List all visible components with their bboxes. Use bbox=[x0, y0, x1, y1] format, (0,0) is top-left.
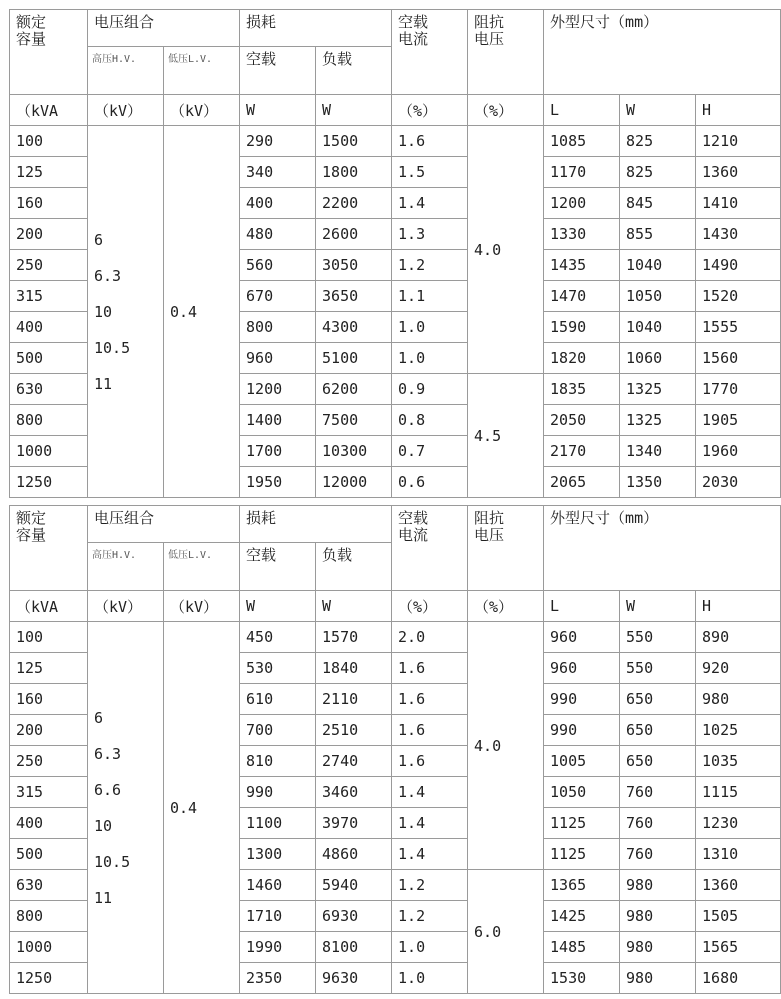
dim-w-cell: 1060 bbox=[620, 343, 696, 374]
dim-l-cell: 1200 bbox=[544, 188, 620, 219]
dim-l-cell: 1470 bbox=[544, 281, 620, 312]
dim-l-cell: 1425 bbox=[544, 901, 620, 932]
load-loss-cell: 1840 bbox=[316, 653, 392, 684]
dim-h-cell: 1230 bbox=[696, 808, 781, 839]
no-load-current-cell: 0.6 bbox=[392, 467, 468, 498]
dim-l-cell: 1365 bbox=[544, 870, 620, 901]
unit-cell-9: H bbox=[696, 591, 781, 622]
dim-w-cell: 1340 bbox=[620, 436, 696, 467]
no-load-current-cell: 1.3 bbox=[392, 219, 468, 250]
no-load-loss-cell: 670 bbox=[240, 281, 316, 312]
dim-w-cell: 825 bbox=[620, 157, 696, 188]
load-loss-cell: 3050 bbox=[316, 250, 392, 281]
dim-l-cell: 1125 bbox=[544, 839, 620, 870]
no-load-current-cell: 1.2 bbox=[392, 901, 468, 932]
dim-l-cell: 1530 bbox=[544, 963, 620, 994]
capacity-cell: 200 bbox=[10, 219, 88, 250]
no-load-loss-cell: 990 bbox=[240, 777, 316, 808]
unit-cell-5: （%） bbox=[392, 591, 468, 622]
capacity-cell: 315 bbox=[10, 281, 88, 312]
table-row bbox=[10, 126, 781, 157]
no-load-current-cell: 1.6 bbox=[392, 746, 468, 777]
impedance-cell: 4.5 bbox=[468, 374, 544, 498]
capacity-cell: 250 bbox=[10, 746, 88, 777]
capacity-cell: 400 bbox=[10, 808, 88, 839]
header-no-load: 空载 bbox=[240, 47, 316, 95]
impedance-cell: 4.0 bbox=[468, 126, 544, 374]
load-loss-cell: 2110 bbox=[316, 684, 392, 715]
capacity-cell: 630 bbox=[10, 870, 88, 901]
dim-h-cell: 1210 bbox=[696, 126, 781, 157]
dim-l-cell: 1435 bbox=[544, 250, 620, 281]
no-load-current-cell: 2.0 bbox=[392, 622, 468, 653]
dim-w-cell: 845 bbox=[620, 188, 696, 219]
no-load-current-cell: 1.2 bbox=[392, 250, 468, 281]
table-row bbox=[10, 622, 781, 653]
dim-w-cell: 980 bbox=[620, 870, 696, 901]
load-loss-cell: 7500 bbox=[316, 405, 392, 436]
header-lv: 低压L.V. bbox=[164, 543, 240, 591]
capacity-cell: 315 bbox=[10, 777, 88, 808]
no-load-loss-cell: 1200 bbox=[240, 374, 316, 405]
header-no-load: 空载 bbox=[240, 543, 316, 591]
capacity-cell: 1250 bbox=[10, 963, 88, 994]
no-load-current-cell: 1.5 bbox=[392, 157, 468, 188]
header-capacity: 额定 容量 bbox=[10, 10, 88, 95]
no-load-current-cell: 1.6 bbox=[392, 653, 468, 684]
no-load-current-cell: 1.4 bbox=[392, 777, 468, 808]
dim-h-cell: 1520 bbox=[696, 281, 781, 312]
header-hv: 高压H.V. bbox=[88, 47, 164, 95]
dim-h-cell: 890 bbox=[696, 622, 781, 653]
unit-cell-4: W bbox=[316, 591, 392, 622]
hv-values-cell: 6 6.3 10 10.5 11 bbox=[88, 126, 164, 498]
dim-w-cell: 760 bbox=[620, 808, 696, 839]
load-loss-cell: 3650 bbox=[316, 281, 392, 312]
no-load-current-cell: 1.6 bbox=[392, 715, 468, 746]
unit-cell-9: H bbox=[696, 95, 781, 126]
dim-h-cell: 1555 bbox=[696, 312, 781, 343]
no-load-current-cell: 1.6 bbox=[392, 126, 468, 157]
capacity-cell: 160 bbox=[10, 684, 88, 715]
no-load-current-cell: 1.2 bbox=[392, 870, 468, 901]
dim-w-cell: 650 bbox=[620, 715, 696, 746]
no-load-loss-cell: 480 bbox=[240, 219, 316, 250]
dim-h-cell: 1115 bbox=[696, 777, 781, 808]
lv-value-cell: 0.4 bbox=[164, 126, 240, 498]
load-loss-cell: 2510 bbox=[316, 715, 392, 746]
load-loss-cell: 10300 bbox=[316, 436, 392, 467]
capacity-cell: 800 bbox=[10, 901, 88, 932]
no-load-current-cell: 1.6 bbox=[392, 684, 468, 715]
dim-w-cell: 760 bbox=[620, 839, 696, 870]
dim-h-cell: 1410 bbox=[696, 188, 781, 219]
no-load-loss-cell: 1710 bbox=[240, 901, 316, 932]
header-impedance: 阻抗 电压 bbox=[468, 10, 544, 95]
header-no-load-current: 空载 电流 bbox=[392, 506, 468, 591]
no-load-current-cell: 0.8 bbox=[392, 405, 468, 436]
dim-h-cell: 1505 bbox=[696, 901, 781, 932]
load-loss-cell: 2200 bbox=[316, 188, 392, 219]
capacity-cell: 1250 bbox=[10, 467, 88, 498]
dim-l-cell: 1085 bbox=[544, 126, 620, 157]
dim-h-cell: 1025 bbox=[696, 715, 781, 746]
unit-cell-0: （kVA bbox=[10, 591, 88, 622]
dim-w-cell: 980 bbox=[620, 963, 696, 994]
dim-l-cell: 1820 bbox=[544, 343, 620, 374]
header-voltage-group: 电压组合 bbox=[88, 506, 240, 543]
dim-l-cell: 1050 bbox=[544, 777, 620, 808]
dim-w-cell: 980 bbox=[620, 901, 696, 932]
no-load-loss-cell: 530 bbox=[240, 653, 316, 684]
hv-values-cell: 6 6.3 6.6 10 10.5 11 bbox=[88, 622, 164, 994]
header-load: 负载 bbox=[316, 543, 392, 591]
dim-l-cell: 2170 bbox=[544, 436, 620, 467]
transformer-table-2 bbox=[9, 505, 781, 994]
impedance-cell: 6.0 bbox=[468, 870, 544, 994]
capacity-cell: 1000 bbox=[10, 436, 88, 467]
capacity-cell: 100 bbox=[10, 622, 88, 653]
no-load-loss-cell: 1700 bbox=[240, 436, 316, 467]
header-loss: 损耗 bbox=[240, 506, 392, 543]
capacity-cell: 1000 bbox=[10, 932, 88, 963]
dim-l-cell: 1590 bbox=[544, 312, 620, 343]
unit-cell-1: （kV） bbox=[88, 591, 164, 622]
no-load-current-cell: 1.4 bbox=[392, 808, 468, 839]
load-loss-cell: 9630 bbox=[316, 963, 392, 994]
dim-w-cell: 650 bbox=[620, 746, 696, 777]
unit-cell-2: （kV） bbox=[164, 95, 240, 126]
header-dimensions: 外型尺寸（mm） bbox=[544, 10, 781, 95]
dim-w-cell: 1350 bbox=[620, 467, 696, 498]
no-load-loss-cell: 960 bbox=[240, 343, 316, 374]
no-load-loss-cell: 1990 bbox=[240, 932, 316, 963]
no-load-loss-cell: 1460 bbox=[240, 870, 316, 901]
unit-cell-7: L bbox=[544, 95, 620, 126]
dim-w-cell: 550 bbox=[620, 622, 696, 653]
load-loss-cell: 1570 bbox=[316, 622, 392, 653]
dim-w-cell: 1040 bbox=[620, 312, 696, 343]
dim-h-cell: 1360 bbox=[696, 157, 781, 188]
unit-cell-1: （kV） bbox=[88, 95, 164, 126]
dim-w-cell: 855 bbox=[620, 219, 696, 250]
dim-l-cell: 1330 bbox=[544, 219, 620, 250]
dim-l-cell: 2065 bbox=[544, 467, 620, 498]
unit-cell-6: （%） bbox=[468, 591, 544, 622]
header-voltage-group: 电压组合 bbox=[88, 10, 240, 47]
dim-w-cell: 550 bbox=[620, 653, 696, 684]
capacity-cell: 500 bbox=[10, 839, 88, 870]
dim-w-cell: 1325 bbox=[620, 405, 696, 436]
lv-value-cell: 0.4 bbox=[164, 622, 240, 994]
no-load-loss-cell: 800 bbox=[240, 312, 316, 343]
dim-h-cell: 2030 bbox=[696, 467, 781, 498]
no-load-current-cell: 1.1 bbox=[392, 281, 468, 312]
capacity-cell: 100 bbox=[10, 126, 88, 157]
unit-cell-4: W bbox=[316, 95, 392, 126]
no-load-current-cell: 0.7 bbox=[392, 436, 468, 467]
no-load-loss-cell: 1300 bbox=[240, 839, 316, 870]
no-load-loss-cell: 1400 bbox=[240, 405, 316, 436]
capacity-cell: 125 bbox=[10, 653, 88, 684]
no-load-current-cell: 1.0 bbox=[392, 343, 468, 374]
dim-l-cell: 1485 bbox=[544, 932, 620, 963]
load-loss-cell: 4860 bbox=[316, 839, 392, 870]
dim-h-cell: 1905 bbox=[696, 405, 781, 436]
capacity-cell: 500 bbox=[10, 343, 88, 374]
unit-cell-2: （kV） bbox=[164, 591, 240, 622]
unit-cell-3: W bbox=[240, 95, 316, 126]
dim-h-cell: 1430 bbox=[696, 219, 781, 250]
no-load-current-cell: 1.4 bbox=[392, 188, 468, 219]
capacity-cell: 400 bbox=[10, 312, 88, 343]
load-loss-cell: 6930 bbox=[316, 901, 392, 932]
dim-h-cell: 1680 bbox=[696, 963, 781, 994]
header-capacity: 额定 容量 bbox=[10, 506, 88, 591]
no-load-loss-cell: 450 bbox=[240, 622, 316, 653]
dim-h-cell: 1565 bbox=[696, 932, 781, 963]
dim-h-cell: 1490 bbox=[696, 250, 781, 281]
load-loss-cell: 2600 bbox=[316, 219, 392, 250]
unit-cell-5: （%） bbox=[392, 95, 468, 126]
load-loss-cell: 6200 bbox=[316, 374, 392, 405]
no-load-loss-cell: 2350 bbox=[240, 963, 316, 994]
dim-w-cell: 1325 bbox=[620, 374, 696, 405]
no-load-loss-cell: 1950 bbox=[240, 467, 316, 498]
capacity-cell: 200 bbox=[10, 715, 88, 746]
no-load-loss-cell: 560 bbox=[240, 250, 316, 281]
transformer-table-1 bbox=[9, 9, 781, 498]
dim-h-cell: 920 bbox=[696, 653, 781, 684]
unit-cell-7: L bbox=[544, 591, 620, 622]
load-loss-cell: 3460 bbox=[316, 777, 392, 808]
header-lv: 低压L.V. bbox=[164, 47, 240, 95]
dim-w-cell: 980 bbox=[620, 932, 696, 963]
no-load-loss-cell: 290 bbox=[240, 126, 316, 157]
load-loss-cell: 8100 bbox=[316, 932, 392, 963]
dim-h-cell: 1960 bbox=[696, 436, 781, 467]
header-load: 负载 bbox=[316, 47, 392, 95]
dim-h-cell: 1770 bbox=[696, 374, 781, 405]
dim-w-cell: 1040 bbox=[620, 250, 696, 281]
dim-w-cell: 1050 bbox=[620, 281, 696, 312]
capacity-cell: 160 bbox=[10, 188, 88, 219]
no-load-loss-cell: 810 bbox=[240, 746, 316, 777]
no-load-current-cell: 1.4 bbox=[392, 839, 468, 870]
load-loss-cell: 2740 bbox=[316, 746, 392, 777]
no-load-loss-cell: 610 bbox=[240, 684, 316, 715]
load-loss-cell: 5940 bbox=[316, 870, 392, 901]
load-loss-cell: 4300 bbox=[316, 312, 392, 343]
header-impedance: 阻抗 电压 bbox=[468, 506, 544, 591]
dim-h-cell: 1310 bbox=[696, 839, 781, 870]
dim-h-cell: 1360 bbox=[696, 870, 781, 901]
capacity-cell: 125 bbox=[10, 157, 88, 188]
dim-l-cell: 960 bbox=[544, 653, 620, 684]
capacity-cell: 630 bbox=[10, 374, 88, 405]
header-hv: 高压H.V. bbox=[88, 543, 164, 591]
dim-w-cell: 760 bbox=[620, 777, 696, 808]
dim-w-cell: 825 bbox=[620, 126, 696, 157]
no-load-current-cell: 1.0 bbox=[392, 932, 468, 963]
no-load-loss-cell: 1100 bbox=[240, 808, 316, 839]
dim-l-cell: 1125 bbox=[544, 808, 620, 839]
no-load-loss-cell: 700 bbox=[240, 715, 316, 746]
header-loss: 损耗 bbox=[240, 10, 392, 47]
dim-w-cell: 650 bbox=[620, 684, 696, 715]
no-load-current-cell: 1.0 bbox=[392, 312, 468, 343]
dim-h-cell: 1035 bbox=[696, 746, 781, 777]
load-loss-cell: 5100 bbox=[316, 343, 392, 374]
dim-l-cell: 2050 bbox=[544, 405, 620, 436]
no-load-loss-cell: 400 bbox=[240, 188, 316, 219]
no-load-current-cell: 0.9 bbox=[392, 374, 468, 405]
load-loss-cell: 3970 bbox=[316, 808, 392, 839]
dim-l-cell: 960 bbox=[544, 622, 620, 653]
dim-l-cell: 1005 bbox=[544, 746, 620, 777]
header-dimensions: 外型尺寸（mm） bbox=[544, 506, 781, 591]
load-loss-cell: 12000 bbox=[316, 467, 392, 498]
dim-l-cell: 1170 bbox=[544, 157, 620, 188]
unit-cell-8: W bbox=[620, 591, 696, 622]
header-no-load-current: 空载 电流 bbox=[392, 10, 468, 95]
no-load-loss-cell: 340 bbox=[240, 157, 316, 188]
impedance-cell: 4.0 bbox=[468, 622, 544, 870]
capacity-cell: 800 bbox=[10, 405, 88, 436]
load-loss-cell: 1800 bbox=[316, 157, 392, 188]
dim-l-cell: 990 bbox=[544, 684, 620, 715]
dim-l-cell: 990 bbox=[544, 715, 620, 746]
unit-cell-6: （%） bbox=[468, 95, 544, 126]
dim-l-cell: 1835 bbox=[544, 374, 620, 405]
no-load-current-cell: 1.0 bbox=[392, 963, 468, 994]
dim-h-cell: 1560 bbox=[696, 343, 781, 374]
unit-cell-0: （kVA bbox=[10, 95, 88, 126]
unit-cell-3: W bbox=[240, 591, 316, 622]
dim-h-cell: 980 bbox=[696, 684, 781, 715]
unit-cell-8: W bbox=[620, 95, 696, 126]
capacity-cell: 250 bbox=[10, 250, 88, 281]
load-loss-cell: 1500 bbox=[316, 126, 392, 157]
